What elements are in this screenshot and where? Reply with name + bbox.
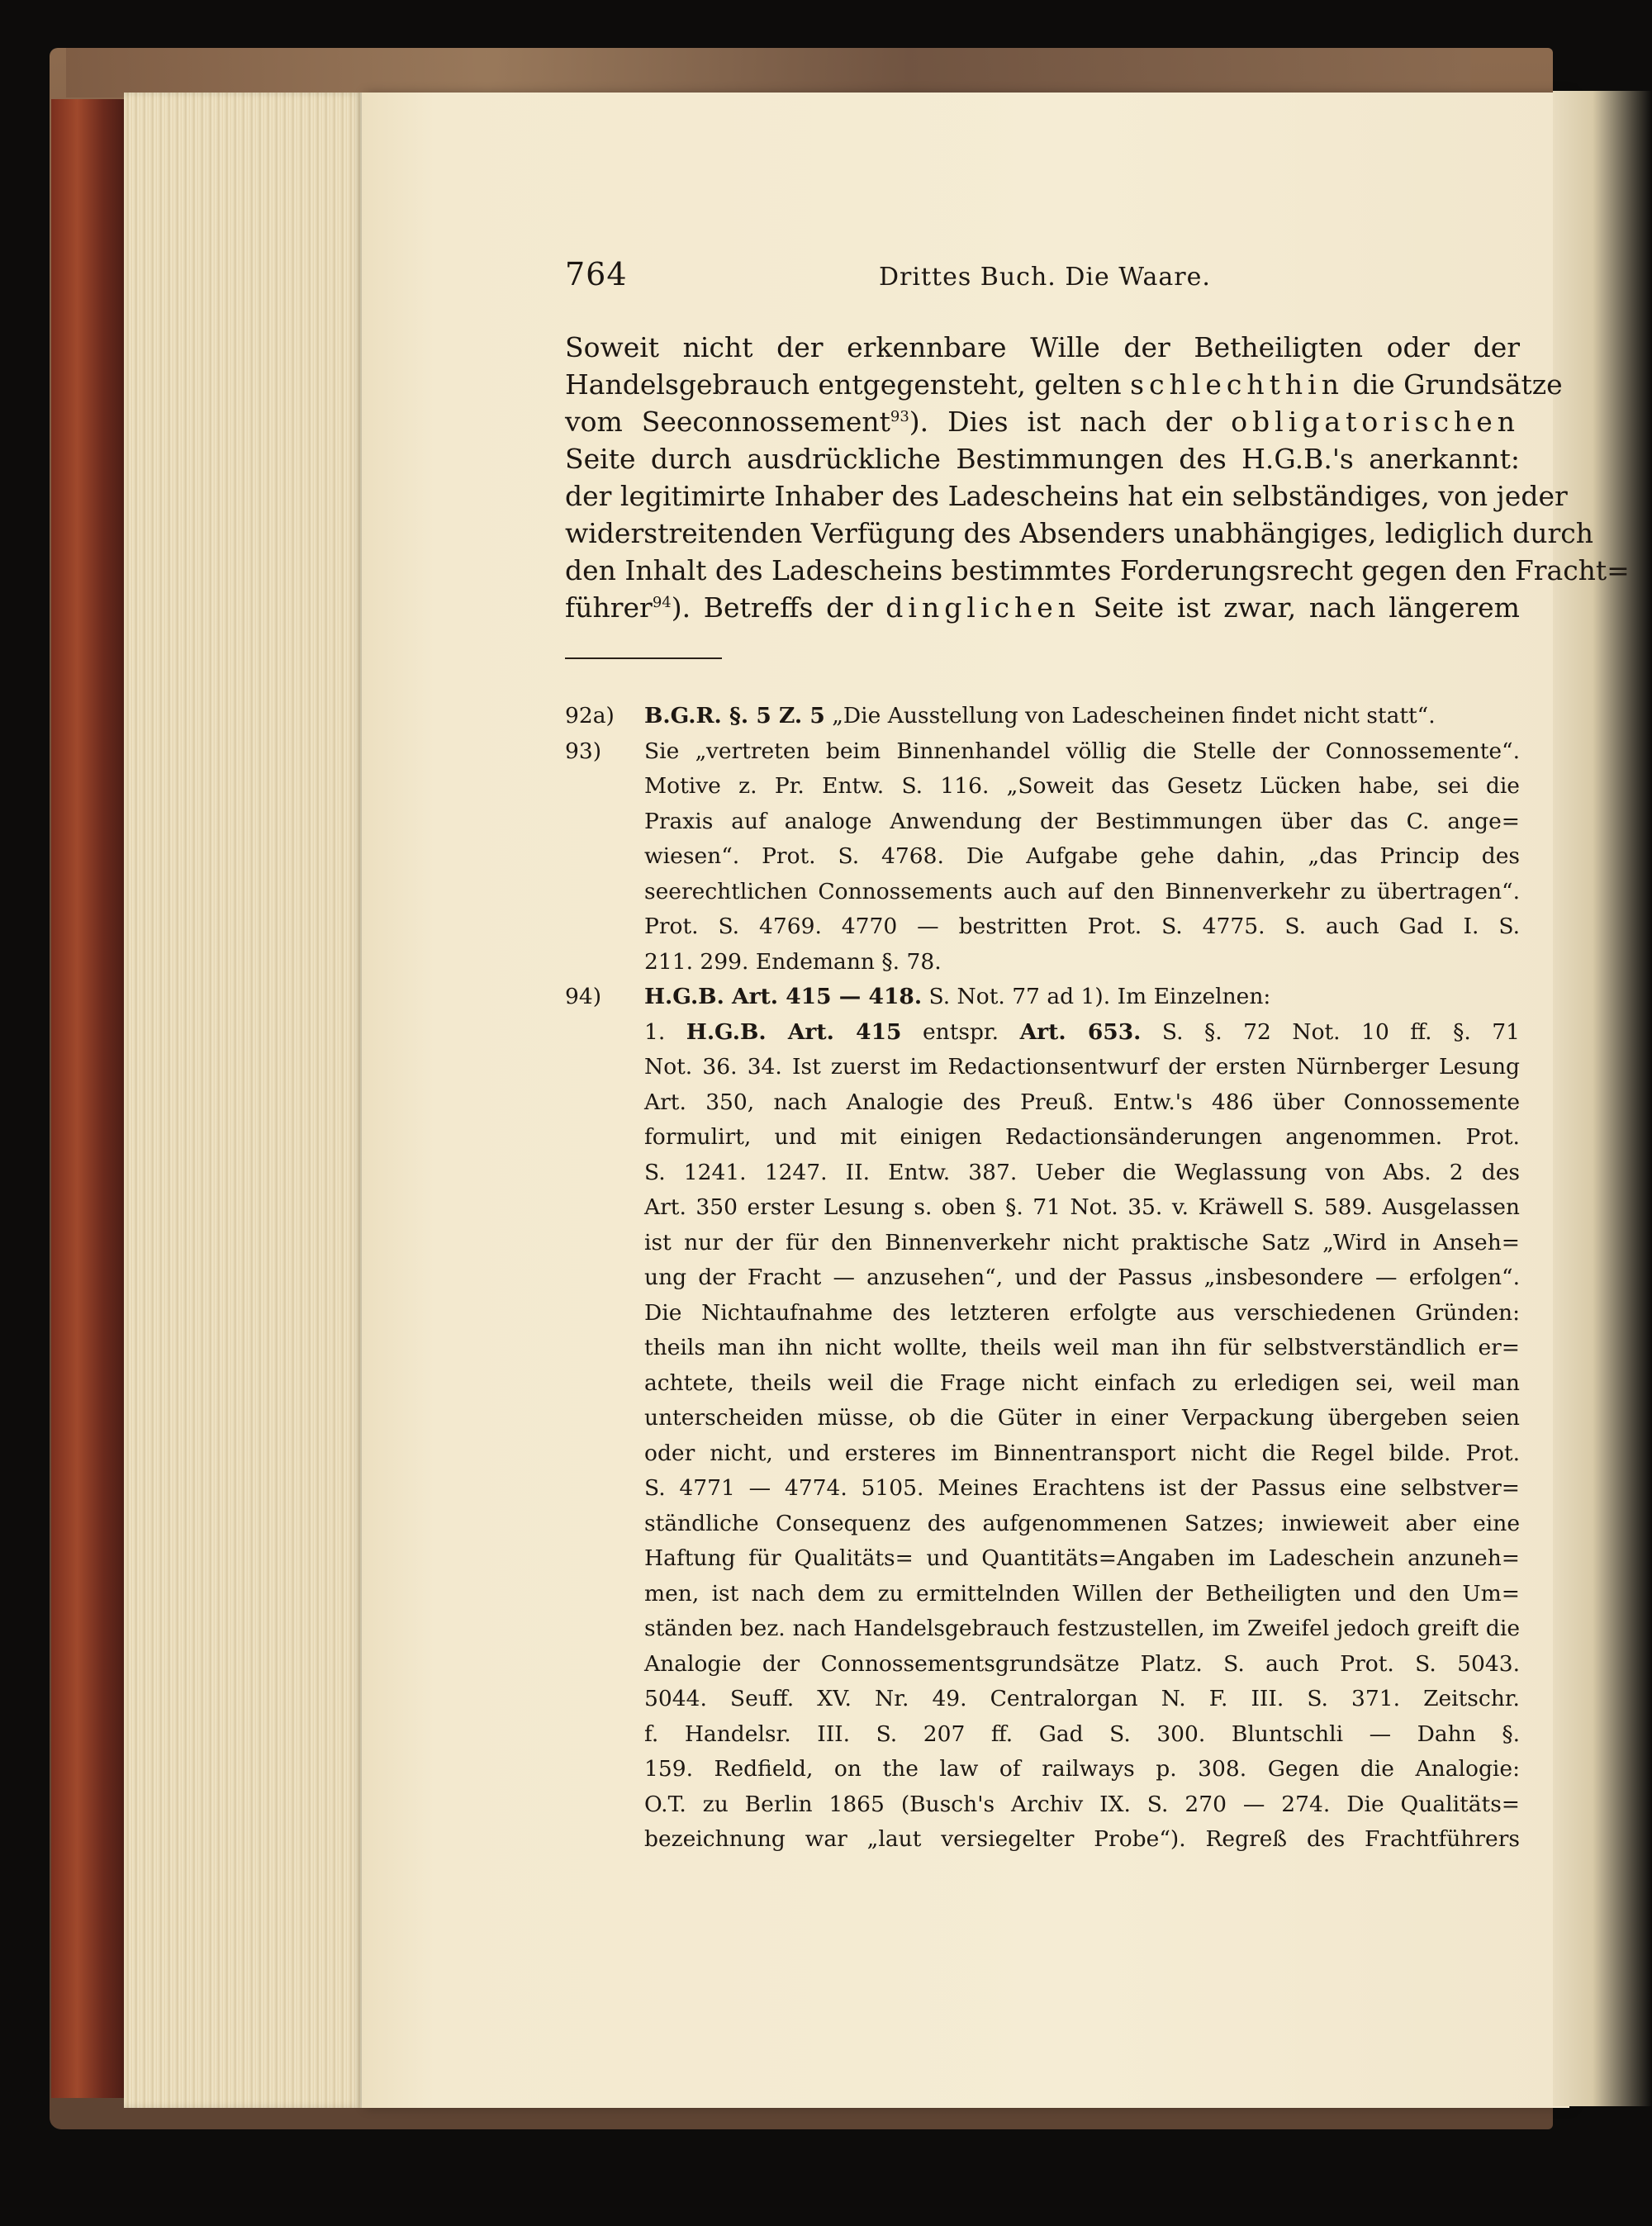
page-text-block [565,256,1630,1858]
footnote-94: 94) H.G.B. Art. 415 — 418. S. Not. 77 ad 1). Im Einzelnen: [565,980,1520,1015]
footnote-line: ständen bez. nach Handelsgebrauch festzustellen, im Zweifel jedoch greift die [644,1616,1520,1641]
footnote-ref: 93 [890,408,909,425]
spaced-emphasis: schlechthin [1130,368,1344,401]
text-line: vom Seeconnossement$^{93}$). Dies ist nach der obligatorischen [565,406,1520,438]
text-line: Soweit nicht der erkennbare Wille der Betheiligten oder der [565,331,1520,363]
page-right-edge [1553,91,1652,2106]
footnote-line: men, ist nach dem zu ermittelnden Willen der Betheiligten und den Um= [644,1580,1520,1607]
footnote-line: 1. H.G.B. Art. 415 entspr. Art. 653. S. §. 72 Not. 10 ff. §. 71 [644,1018,1520,1045]
footnote-line: S. 1241. 1247. II. Entw. 387. Ueber die Weglassung von Abs. 2 des [644,1159,1520,1185]
footnote-line: ist nur der für den Binnenverkehr nicht praktische Satz „Wird in Anseh= [644,1229,1520,1255]
page-header [565,256,1520,306]
footnote-line: Not. 36. 34. Ist zuerst im Redactionsentwurf der ersten Nürnberger Lesung [644,1054,1520,1080]
page-number: 764 [565,256,628,292]
footnote-line: ständliche Consequenz des aufgenommenen Satzes; inwieweit aber eine [644,1510,1520,1536]
footnote-line: Art. 350 erster Lesung s. oben §. 71 Not. 35. v. Kräwell S. 589. Ausgelassen [644,1194,1520,1220]
footnote-line: Prot. S. 4769. 4770 — bestritten Prot. S. 4775. S. auch Gad I. S. [644,914,1520,939]
running-head: Drittes Buch. Die Waare. [879,263,1211,292]
footnote-line: 211. 299. Endemann §. 78. [644,948,942,975]
footnote-line: Art. 350, nach Analogie des Preuß. Entw.'s 486 über Connossemente [644,1089,1520,1115]
footnote-92a: 92a) B.G.R. §. 5 Z. 5 „Die Ausstellung von Ladescheinen findet nicht statt“. [565,699,1520,734]
footnote-line: unterscheiden müsse, ob die Güter in einer Verpackung übergeben seien [644,1405,1520,1431]
footnote-label: 92a) [565,703,615,729]
footnote-line: Motive z. Pr. Entw. S. 116. „Soweit das Gesetz Lücken habe, sei die [644,773,1520,799]
footnote-line: Die Nichtaufnahme des letzteren erfolgte aus verschiedenen Gründen: [644,1299,1520,1326]
text-line: führer$^{94}$). Betreffs der dinglichen Seite ist zwar, nach längerem [565,591,1520,624]
spaced-emphasis: obligatorischen [1231,406,1520,438]
text-line: Handelsgebrauch entgegensteht, gelten schlechthin die Grundsätze [565,368,1563,401]
spaced-emphasis: dinglichen [885,591,1080,624]
footnote-line: ung der Fracht — anzusehen“, und der Passus „insbesondere — erfolgen“. [644,1265,1520,1290]
footnote-label: 94) [565,984,602,1009]
page-stack-edges [124,93,363,2108]
footnote-line: achtete, theils weil die Frage nicht einfach zu erledigen sei, weil man [644,1369,1520,1396]
footnote-line: formulirt, und mit einigen Redactionsänderungen angenommen. Prot. [644,1124,1520,1150]
footnote-line: O.T. zu Berlin 1865 (Busch's Archiv IX. S. 270 — 274. Die Qualitäts= [644,1791,1520,1817]
footnote-line: Praxis auf analoge Anwendung der Bestimmungen über das C. ange= [644,808,1520,834]
main-paragraph [565,329,1630,626]
text-line: den Inhalt des Ladescheins bestimmtes Forderungsrecht gegen den Fracht= [565,554,1630,586]
footnote-line: theils man ihn nicht wollte, theils weil man ihn für selbstverständlich er= [644,1335,1520,1360]
footnote-line: S. 4771 — 4774. 5105. Meines Erachtens ist der Passus eine selbstver= [644,1475,1520,1501]
footnote-line: 5044. Seuff. XV. Nr. 49. Centralorgan N. F. III. S. 371. Zeitschr. [644,1686,1520,1711]
text-line: Seite durch ausdrückliche Bestimmungen des H.G.B.'s anerkannt: [565,443,1520,475]
footnote-line: wiesen“. Prot. S. 4768. Die Aufgabe gehe dahin, „das Princip des [644,843,1520,869]
marbled-page-edge [51,99,126,2098]
footnote-separator [565,657,722,659]
footnote-line: seerechtlichen Connossements auch auf den Binnenverkehr zu übertragen“. [644,878,1520,904]
footnote-93: 93) Sie „vertreten beim Binnenhandel völlig die Stelle der Connossemente“. [565,734,1520,770]
footnote-line: bezeichnung war „laut versiegelter Probe“). Regreß des Frachtführers [644,1826,1520,1852]
text-line: der legitimirte Inhaber des Ladescheins hat ein selbständiges, von jeder [565,480,1568,512]
footnote-label: 93) [565,738,602,764]
footnote-line: 159. Redfield, on the law of railways p. 308. Gegen die Analogie: [644,1756,1520,1782]
footnote-ref: 94 [652,594,672,611]
footnote-line: Haftung für Qualitäts= und Quantitäts=Angaben im Ladeschein anzuneh= [644,1545,1520,1571]
footnote-line: Analogie der Connossementsgrundsätze Platz. S. auch Prot. S. 5043. [644,1650,1520,1677]
cover-top-edge [66,48,1470,97]
footnotes [565,699,1520,1858]
footnote-line: f. Handelsr. III. S. 207 ff. Gad S. 300. Bluntschli — Dahn §. [644,1721,1520,1747]
footnote-line: oder nicht, und ersteres im Binnentransport nicht die Regel bilde. Prot. [644,1440,1520,1466]
text-line: widerstreitenden Verfügung des Absenders unabhängiges, lediglich durch [565,517,1593,549]
